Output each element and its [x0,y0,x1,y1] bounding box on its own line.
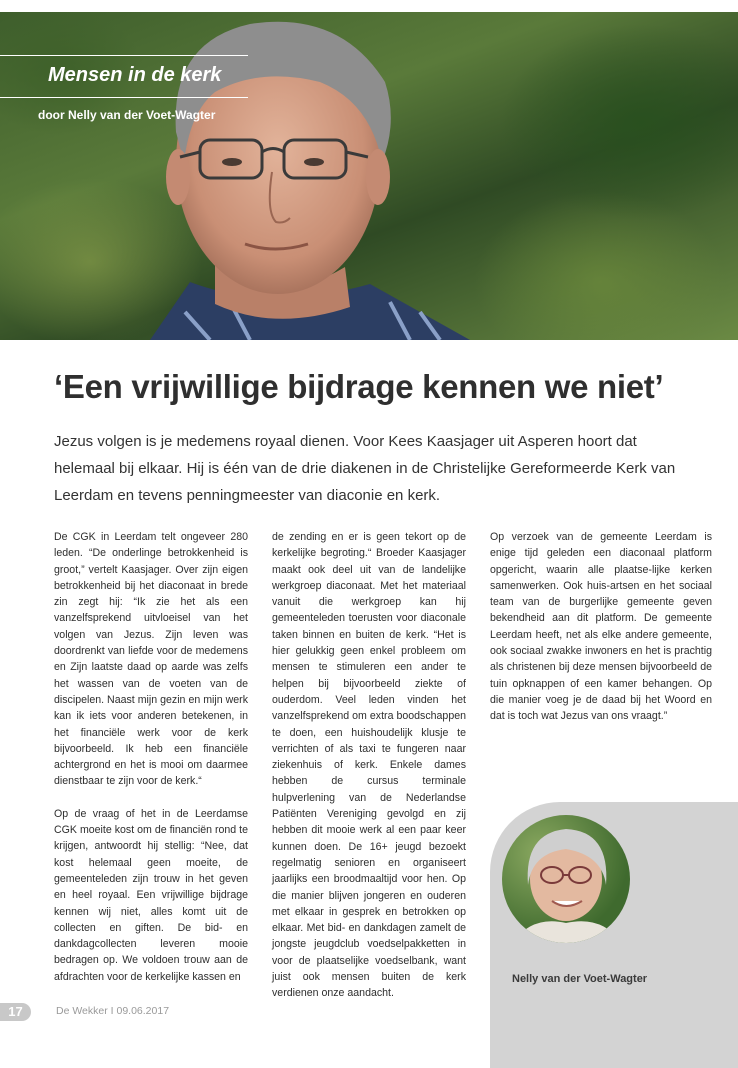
column-1 [54,529,248,985]
woman-portrait-illustration [502,815,630,943]
author-photo [502,815,630,943]
publication-info: De Wekker I 09.06.2017 [56,1005,170,1017]
column-1-paragraph-1: De CGK in Leerdam telt ongeveer 280 leden. “De onderlinge betrokkenheid is groot,” vertelt Kaasjager. Over zijn eigen betrokkenheid bij het diaconaat in brede zin zegt hij: “Ik zie het als een vanzelfsprekend uitvloeisel van het volgen van Jezus. Zijn leven was doordrenkt van liefde voor de medemens en Zijn laatste daad op aarde was zelfs het wassen van de voeten van de discipelen. Naast mijn gezin en mijn werk kan ik iets voor anderen betekenen, in het financiële werk voor de kerk bijvoorbeeld. Ik heb een financiële achtergrond en het is mooi om daarmee dienstbaar te zijn voor de kerk.“ [54,531,248,788]
author-caption: Nelly van der Voet-Wagter [512,973,648,985]
column-1-paragraph-2: Op de vraag of het in de Leerdamse CGK moeite kost om de financiën rond te krijgen, antwoordt hij stellig: “Nee, dat kost helemaal geen moeite, de gemeenteleden zijn trouw in het geven en heel royaal. Een vrijwillige bijdrage kennen wij niet, alles komt uit de collecten en giften. De bid- en dankdagcollecten leveren mooie bedragen op. We voldoen trouw aan de afdrachten voor de kerkelijke kassen en [54,807,248,983]
column-3 [490,529,712,725]
section-title: Mensen in de kerk [48,64,222,86]
hero-photo [0,12,738,340]
man-portrait-illustration [0,12,738,340]
title-rule-bottom [0,97,248,98]
column-2-paragraph-1: de zending en er is geen tekort op de kerkelijke begroting.“ Broeder Kaasjager maakt ook deel uit van de landelijke werkgroep diaconaat. Met het materiaal vanuit die werkgroep kan hij gemeenteleden toerusten voor diaconale taken binnen en buiten de kerk. “Het is hier gelukkig geen enkel probleem om mensen te stimuleren een ander te helpen bij bijvoorbeeld ziekte of ouderdom. Veel leden vinden het vanzelfsprekend om extra boodschappen te doen, een huishoudelijk klusje te verrichten of als taxi te fungeren naar ziekenhuis of kerk. Enkele dames hebben de cursus terminale hulpverlening van de Nederlandse Patiënten Vereniging gevolgd en zij hebben dit mooie werk al een paar keer kunnen doen. De 16+ jeugd bezoekt regelmatig senioren en organiseert jaarlijks een broodmaaltijd voor hen. Op die manier blijven jongeren en ouderen met elkaar in gesprek en betrokken op elkaar. Met bid- en dankdagen zamelt de jongste jeugdclub voedselpakketten in voor de plaatselijke voedselbank, want juist ook mensen buiten de kerk verdienen onze aandacht. [272,531,466,1000]
column-2 [272,529,466,1002]
article-headline: ‘Een vrijwillige bijdrage kennen we niet’ [54,368,664,405]
title-rule-top [0,55,248,56]
byline: door Nelly van der Voet-Wagter [38,108,216,122]
page-number: 17 [0,1003,31,1021]
column-3-paragraph-1: Op verzoek van de gemeente Leerdam is enige tijd geleden een diaconaal platform opgericht, waarin alle plaatse-lijke kerken samenwerken. Ook huis-artsen en het sociaal team van de burgerlijke gemeente geven bekendheid aan dit platform. De gemeente Leerdam heeft, net als elke andere gemeente, ook sociaal zwakke inwoners en het is prachtig als christenen bij deze mensen bijvoorbeeld de tuin opknappen of een kamer behangen. Op die manier voeg je de daad bij het Woord en dat is toch wat Jezus van ons vraagt.” [490,531,712,723]
article-intro: Jezus volgen is je medemens royaal dienen. Voor Kees Kaasjager uit Asperen hoort dat helemaal bij elkaar. Hij is één van de drie diakenen in de Christelijke Gereformeerde Kerk van Leerdam en tevens penningmeester van diaconie en kerk. [54,433,676,504]
